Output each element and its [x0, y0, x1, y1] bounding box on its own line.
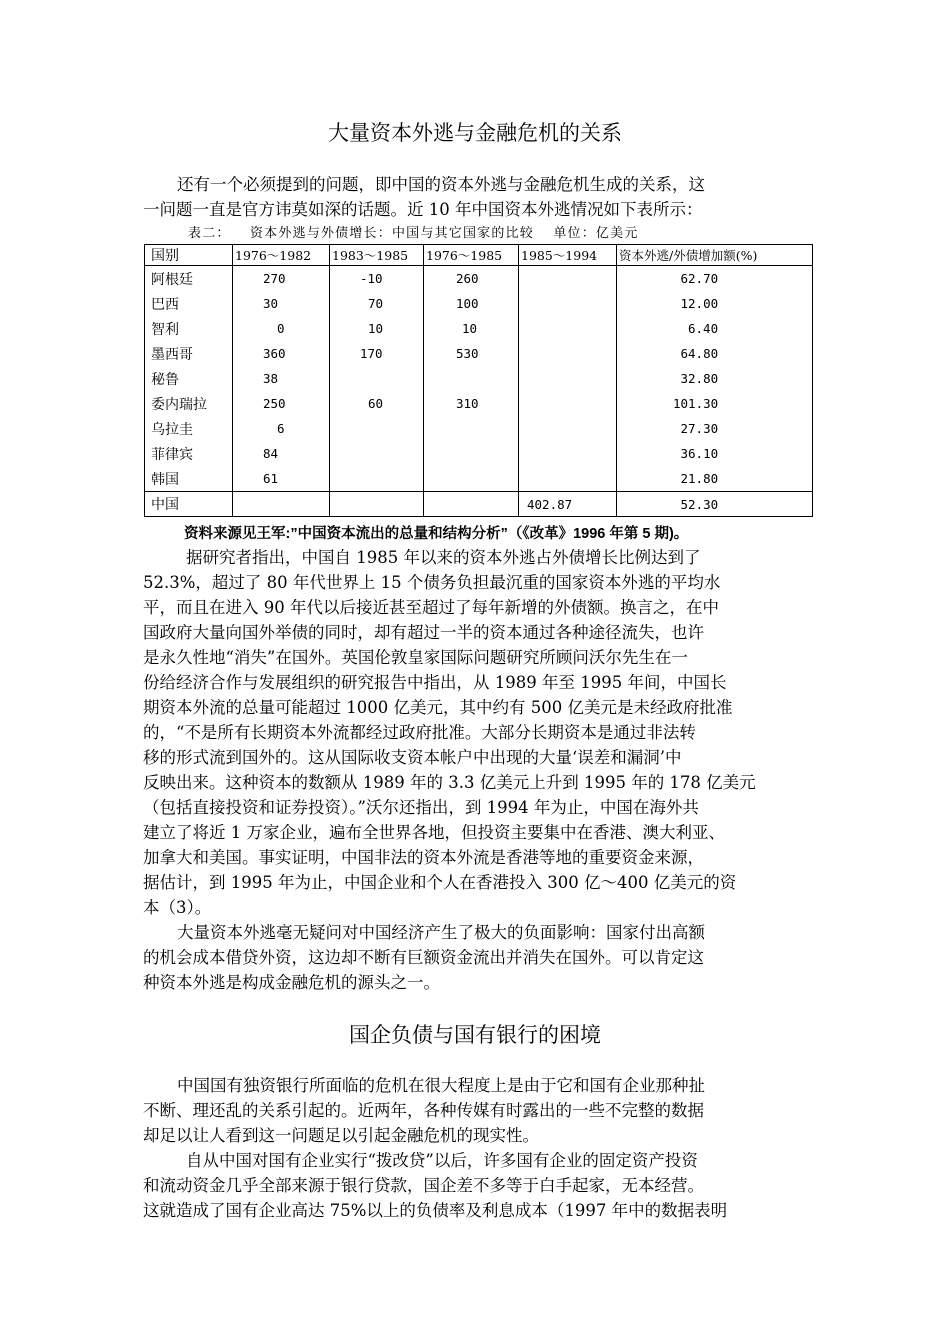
table-source-note: 资料来源见王军:”中国资本流出的总量和结构分析”（《改革》1996 年第 5 期)。 — [184, 526, 689, 542]
column-header: 1983～1985 — [330, 245, 424, 266]
country-cell: 委内瑞拉 — [145, 391, 233, 416]
caption-unit: 单位：亿美元 — [553, 226, 639, 241]
text-line: 据估计，到 1995 年为止，中国企业和个人在香港投入 300 亿～400 亿美元的资 — [143, 873, 737, 892]
value-cell: 38 — [233, 366, 330, 391]
value-cell — [519, 366, 617, 391]
value-cell: 36.10 — [617, 441, 813, 466]
value-cell — [519, 441, 617, 466]
value-cell: 260 — [424, 266, 519, 292]
text-line: 中国国有独资银行所面临的危机在很大程度上是由于它和国有企业那种扯 — [177, 1076, 705, 1095]
value-cell: 21.80 — [617, 466, 813, 492]
value-cell: 270 — [233, 266, 330, 292]
value-cell: 64.80 — [617, 341, 813, 366]
table-row — [145, 391, 813, 416]
value-cell: 250 — [233, 391, 330, 416]
section-title-soe-debt: 国企负债与国有银行的困境 — [349, 1023, 601, 1047]
table-row — [145, 441, 813, 466]
value-cell: 30 — [233, 291, 330, 316]
section-title-capital-flight: 大量资本外逃与金融危机的关系 — [328, 121, 622, 145]
value-cell — [519, 391, 617, 416]
value-cell — [424, 466, 519, 492]
value-cell — [424, 441, 519, 466]
value-cell: 10 — [330, 316, 424, 341]
text-line: 期资本外流的总量可能超过 1000 亿美元，其中约有 500 亿美元是未经政府批准 — [143, 698, 733, 717]
value-cell: 0 — [233, 316, 330, 341]
text-line: 的，“不是所有长期资本外流都经过政府批准。大部分长期资本是通过非法转 — [143, 723, 696, 742]
text-line: 52.3%，超过了 80 年代世界上 15 个债务负担最沉重的国家资本外逃的平均水 — [143, 573, 721, 592]
text-line: 本（3）。 — [143, 898, 212, 917]
table-row — [145, 316, 813, 341]
value-cell — [519, 291, 617, 316]
value-cell — [330, 441, 424, 466]
value-cell: 70 — [330, 291, 424, 316]
text-line: 移的形式流到国外的。这从国际收支资本帐户中出现的大量‘误差和漏洞’中 — [143, 748, 682, 767]
text-line: 这就造成了国有企业高达 75%以上的负债率及利息成本（1997 年中的数据表明 — [143, 1201, 728, 1220]
text-line: 的机会成本借贷外资，这边却不断有巨额资金流出并消失在国外。可以肯定这 — [143, 948, 704, 967]
column-header: 国别 — [145, 245, 233, 266]
country-cell: 菲律宾 — [145, 441, 233, 466]
value-cell — [330, 466, 424, 492]
value-cell: 12.00 — [617, 291, 813, 316]
table-row — [145, 291, 813, 316]
table-row — [145, 466, 813, 492]
value-cell: 84 — [233, 441, 330, 466]
value-cell — [519, 316, 617, 341]
paragraph-negative-impact — [143, 920, 813, 995]
paragraph-state-banks — [143, 1073, 813, 1148]
text-line: 种资本外逃是构成金融危机的源头之一。 — [143, 973, 440, 992]
column-header: 资本外逃/外债增加额(%) — [617, 245, 813, 266]
value-cell — [519, 341, 617, 366]
column-header: 1976～1982 — [233, 245, 330, 266]
text-line: 份给经济合作与发展组织的研究报告中指出，从 1989 年至 1995 年间，中国长 — [143, 673, 727, 692]
paragraph-loans-reform — [143, 1148, 813, 1223]
value-cell: 52.30 — [617, 492, 813, 517]
value-cell — [330, 492, 424, 517]
value-cell — [233, 492, 330, 517]
intro-paragraph — [143, 172, 813, 222]
value-cell: -10 — [330, 266, 424, 292]
value-cell: 360 — [233, 341, 330, 366]
value-cell — [424, 492, 519, 517]
table-header-row — [145, 245, 813, 266]
text-line: 还有一个必须提到的问题，即中国的资本外逃与金融危机生成的关系，这 — [177, 175, 705, 194]
text-line: 是永久性地“消失”在国外。英国伦敦皇家国际问题研究所顾问沃尔先生在一 — [143, 648, 688, 667]
table-row — [145, 416, 813, 441]
value-cell: 6 — [233, 416, 330, 441]
text-line: 大量资本外逃毫无疑问对中国经济产生了极大的负面影响：国家付出高额 — [177, 923, 705, 942]
value-cell — [519, 466, 617, 492]
table-caption — [188, 222, 653, 241]
text-line: 和流动资金几乎全部来源于银行贷款，国企差不多等于白手起家，无本经营。 — [143, 1176, 704, 1195]
table-row — [145, 492, 813, 517]
country-cell: 墨西哥 — [145, 341, 233, 366]
caption-title: 资本外逃与外债增长：中国与其它国家的比较 — [249, 226, 534, 241]
value-cell: 61 — [233, 466, 330, 492]
table-row — [145, 366, 813, 391]
value-cell: 100 — [424, 291, 519, 316]
text-line: 自从中国对国有企业实行“拨改贷”以后，许多国有企业的固定资产投资 — [186, 1151, 698, 1170]
value-cell: 62.70 — [617, 266, 813, 292]
value-cell: 310 — [424, 391, 519, 416]
value-cell: 6.40 — [617, 316, 813, 341]
value-cell — [330, 416, 424, 441]
value-cell: 402.87 — [519, 492, 617, 517]
country-cell: 中国 — [145, 492, 233, 517]
value-cell: 101.30 — [617, 391, 813, 416]
value-cell — [330, 366, 424, 391]
value-cell — [424, 416, 519, 441]
country-cell: 巴西 — [145, 291, 233, 316]
value-cell: 170 — [330, 341, 424, 366]
text-line: 不断、理还乱的关系引起的。近两年，各种传媒有时露出的一些不完整的数据 — [143, 1101, 704, 1120]
text-line: 平，而且在进入 90 年代以后接近甚至超过了每年新增的外债额。换言之，在中 — [143, 598, 719, 617]
text-line: 国政府大量向国外举债的同时，却有超过一半的资本通过各种途径流失，也许 — [143, 623, 704, 642]
value-cell: 32.80 — [617, 366, 813, 391]
table-row — [145, 341, 813, 366]
column-header: 1976～1985 — [424, 245, 519, 266]
text-line: 一问题一直是官方讳莫如深的话题。近 10 年中国资本外逃情况如下表所示： — [143, 200, 703, 219]
value-cell: 10 — [424, 316, 519, 341]
text-line: 加拿大和美国。事实证明，中国非法的资本外流是香港等地的重要资金来源， — [143, 848, 704, 867]
country-cell: 智利 — [145, 316, 233, 341]
paragraph-research — [143, 545, 813, 920]
country-cell: 乌拉圭 — [145, 416, 233, 441]
value-cell: 530 — [424, 341, 519, 366]
value-cell — [424, 366, 519, 391]
text-line: 据研究者指出，中国自 1985 年以来的资本外逃占外债增长比例达到了 — [186, 548, 701, 567]
text-line: 却足以让人看到这一问题足以引起金融危机的现实性。 — [143, 1126, 539, 1145]
value-cell: 60 — [330, 391, 424, 416]
value-cell: 27.30 — [617, 416, 813, 441]
country-cell: 秘鲁 — [145, 366, 233, 391]
country-cell: 阿根廷 — [145, 266, 233, 292]
value-cell — [519, 416, 617, 441]
capital-flight-table — [144, 244, 813, 517]
text-line: 建立了将近 1 万家企业，遍布全世界各地，但投资主要集中在香港、澳大利亚、 — [143, 823, 725, 842]
caption-label: 表二： — [188, 226, 231, 241]
country-cell: 韩国 — [145, 466, 233, 492]
value-cell — [519, 266, 617, 292]
text-line: （包括直接投资和证券投资）。”沃尔还指出，到 1994 年为止，中国在海外共 — [143, 798, 699, 817]
table-row — [145, 266, 813, 292]
text-line: 反映出来。这种资本的数额从 1989 年的 3.3 亿美元上升到 1995 年的 178 亿美元 — [143, 773, 756, 792]
column-header: 1985～1994 — [519, 245, 617, 266]
